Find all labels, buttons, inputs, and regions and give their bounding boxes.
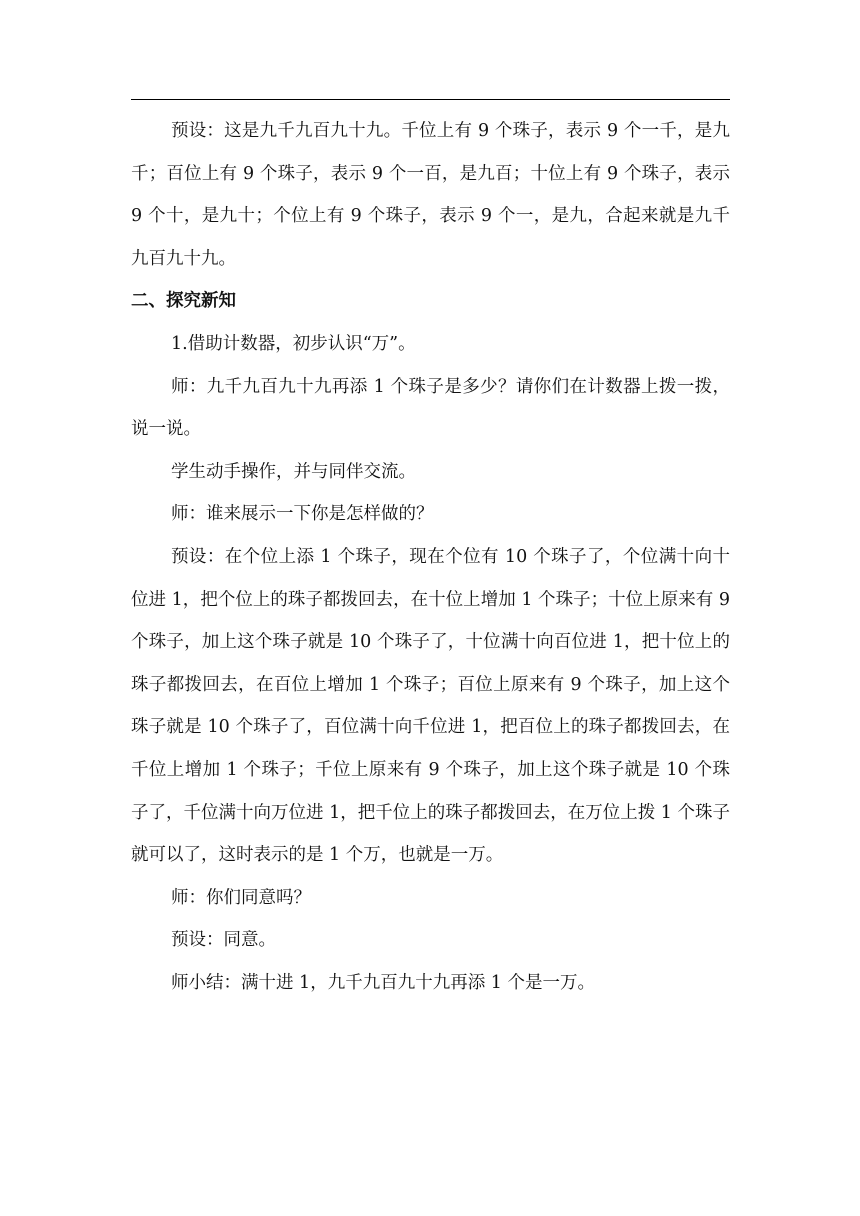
header-rule: [131, 99, 730, 100]
paragraph-student-activity: 学生动手操作，并与同伴交流。: [171, 461, 416, 482]
paragraph-summary: 师小结：满十进 1，九千九百九十九再添 1 个是一万。: [171, 972, 595, 993]
section-heading-explore: 二、探究新知: [131, 291, 236, 312]
paragraph-teacher-agree: 师：你们同意吗？: [171, 887, 311, 908]
paragraph-teacher-prompt: 师：谁来展示一下你是怎样做的？: [171, 504, 434, 525]
paragraph-step-1: 1.借助计数器，初步认识“万”。: [171, 333, 416, 354]
paragraph-preset-9999: 预设：这是九千九百九十九。千位上有 9 个珠子，表示 9 个一千，是九千；百位上有 9 个珠子，表示 9 个一百，是九百；十位上有 9 个珠子，表示 9 个十，是九十；个位上有 9 个珠子，表示 9 个一，是九，合起来就是九千九百九十九。: [131, 121, 730, 269]
paragraph-teacher-question: 师：九千九百九十九再添 1 个珠子是多少？请你们在计数器上拨一拨，说一说。: [131, 376, 730, 440]
paragraph-preset-agree: 预设：同意。: [171, 930, 276, 951]
document-body: [131, 110, 730, 1004]
paragraph-preset-carry: 预设：在个位上添 1 个珠子，现在个位有 10 个珠子了，个位满十向十位进 1，把个位上的珠子都拨回去，在十位上增加 1 个珠子；十位上原来有 9 个珠子，加上这个珠子就是 10 个珠子了，十位满十向百位进 1，把十位上的珠子都拨回去，在百位上增加 1 个珠子；百位上原来有 9 个珠子，加上这个珠子就是 10 个珠子了，百位满十向千位进 1，把百位上的珠子都拨回去，在千位上增加 1 个珠子；千位上原来有 9 个珠子，加上这个珠子就是 10 个珠子了，千位满十向万位进 1，把千位上的珠子都拨回去，在万位上拨 1 个珠子就可以了，这时表示的是 1 个万，也就是一万。: [131, 546, 730, 866]
